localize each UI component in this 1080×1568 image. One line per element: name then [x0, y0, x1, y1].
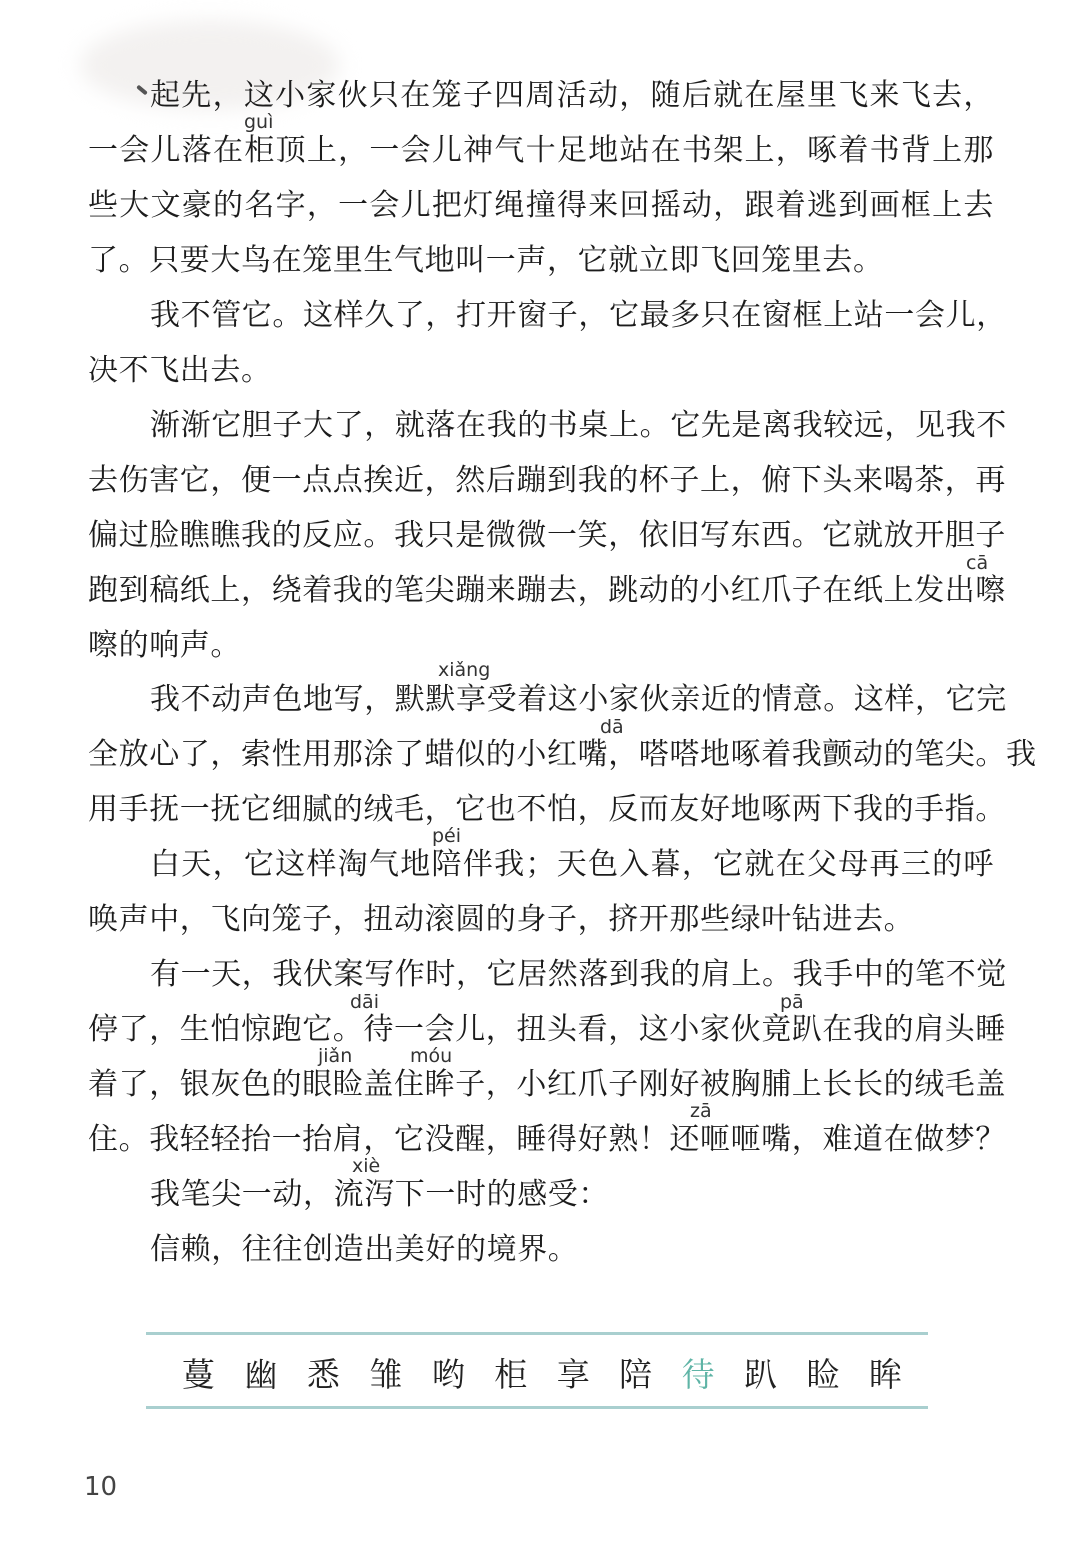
text-line: 白天，它这样淘气地陪伴我；天色入暮，它就在父母再三的呼 [150, 847, 994, 882]
text-line: 起先，这小家伙只在笼子四周活动，随后就在屋里飞来飞去， [150, 78, 994, 113]
vocabulary-box [146, 1330, 928, 1412]
pinyin-annotation: pā [780, 991, 804, 1013]
text-line: 渐渐它胆子大了，就落在我的书桌上。它先是离我较远，见我不 [150, 408, 1007, 443]
text-line: 我不管它。这样久了，打开窗子，它最多只在窗框上站一会儿， [150, 298, 1007, 333]
pinyin-annotation: guì [244, 111, 274, 133]
text-line: 嚓的响声。 [88, 628, 241, 663]
text-line: 信赖，往往创造出美好的境界。 [150, 1232, 579, 1267]
text-line: 全放心了，索性用那涂了蜡似的小红嘴，嗒嗒地啄着我颤动的笔尖。我 [88, 737, 1037, 772]
pinyin-annotation: zā [690, 1100, 712, 1122]
vocab-char: 悉 [306, 1354, 340, 1394]
vocabulary-top-rule [146, 1332, 928, 1335]
pinyin-annotation: péi [432, 825, 462, 847]
text-line: 停了，生怕惊跑它。待一会儿，扭头看，这小家伙竟趴在我的肩头睡 [88, 1012, 1006, 1047]
text-line: 用手抚一抚它细腻的绒毛，它也不怕，反而友好地啄两下我的手指。 [88, 792, 1006, 827]
vocab-char: 蔓 [182, 1354, 215, 1394]
pinyin-annotation: jiǎn [318, 1045, 353, 1067]
text-line: 去伤害它，便一点点挨近，然后蹦到我的杯子上，俯下头来喝茶，再 [88, 463, 1006, 498]
vocab-char: 哟 [431, 1354, 465, 1394]
vocab-char: 幽 [244, 1354, 278, 1394]
vocab-char: 陪 [619, 1354, 653, 1394]
text-line: 了。只要大鸟在笼里生气地叫一声，它就立即飞回笼里去。 [88, 243, 884, 278]
vocab-char: 眸 [868, 1354, 902, 1394]
text-line: 我不动声色地写，默默享受着这小家伙亲近的情意。这样，它完 [150, 682, 1007, 717]
vocab-char: 睑 [806, 1354, 840, 1394]
text-line: 跑到稿纸上，绕着我的笔尖蹦来蹦去，跳动的小红爪子在纸上发出嚓 [88, 573, 1006, 608]
text-line: 我笔尖一动，流泻下一时的感受： [150, 1177, 609, 1212]
text-line: 有一天，我伏案写作时，它居然落到我的肩上。我手中的笔不觉 [150, 957, 1007, 992]
pinyin-annotation: cā [966, 552, 989, 574]
page-number: 10 [84, 1472, 118, 1502]
text-line: 些大文豪的名字，一会儿把灯绳撞得来回摇动，跟着逃到画框上去 [88, 188, 994, 223]
pinyin-annotation: xiǎng [438, 659, 491, 681]
vocabulary-characters [182, 1352, 902, 1392]
vocab-char: 享 [556, 1354, 590, 1394]
vocab-char: 柜 [494, 1354, 528, 1394]
text-line: 决不飞出去。 [88, 353, 272, 388]
pinyin-annotation: xiè [352, 1155, 381, 1177]
vocab-char-highlighted: 待 [681, 1354, 715, 1394]
pinyin-annotation: dāi [350, 991, 379, 1013]
text-line: 住。我轻轻抬一抬肩，它没醒，睡得好熟！还咂咂嘴，难道在做梦？ [88, 1122, 1006, 1157]
vocabulary-bottom-rule [146, 1406, 928, 1409]
text-line: 唤声中，飞向笼子，扭动滚圆的身子，挤开那些绿叶钻进去。 [88, 902, 915, 937]
text-line: 一会儿落在柜顶上，一会儿神气十足地站在书架上，啄着书背上那 [88, 133, 994, 168]
vocab-char: 雏 [369, 1354, 403, 1394]
text-line: 偏过脸瞧瞧我的反应。我只是微微一笑，依旧写东西。它就放开胆子 [88, 518, 1006, 553]
text-line: 着了，银灰色的眼睑盖住眸子，小红爪子刚好被胸脯上长长的绒毛盖 [88, 1067, 1006, 1102]
pinyin-annotation: dā [600, 716, 624, 738]
vocab-char: 趴 [744, 1354, 778, 1394]
pinyin-annotation: móu [410, 1045, 453, 1067]
